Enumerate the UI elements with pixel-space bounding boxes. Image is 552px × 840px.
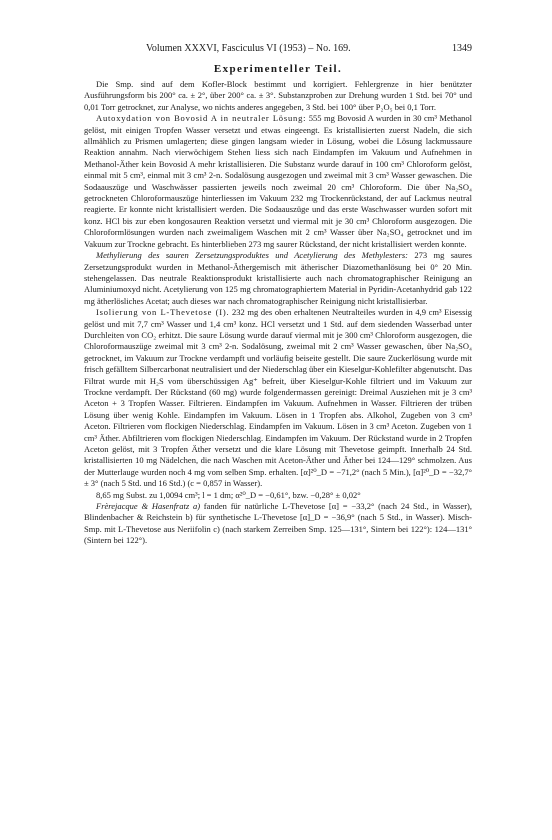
- paragraph-methylation: [84, 250, 472, 307]
- measurement-text: 8,65 mg Subst. zu 1,0094 cm³; l = 1 dm; α²⁰_D = −0,61°, bzw. −0,28° ± 0,02°: [96, 489, 361, 500]
- paragraph-isolation-thevetose: [84, 307, 472, 490]
- paragraph-methods-note: [84, 79, 472, 113]
- paragraph-literature-comparison: [84, 501, 472, 547]
- paragraph-heading: Frèrejacque & Hasenfratz a): [96, 501, 201, 512]
- page-number: 1349: [452, 43, 472, 54]
- paragraph-heading: Autoxydation von Bovosid A in neutraler Lösung:: [96, 113, 307, 124]
- paragraph-text: 232 mg des oben erhaltenen Neutralteiles wurden in 4,9 cm³ Eisessig gelöst und mit 7,7 cm³ Wasser und 1,4 cm³ konz. HCl versetzt und 1 Std. auf dem siedenden Wasserbad unter Durchleiten von CO₂ erhitzt. Die saure Lösung wurde darauf viermal mit je 300 cm³ Chloroform ausgezogen, die Chloroformauszüge zweimal mit 3 cm³ 2-n. Sodalösung, zweimal mit 2 cm³ Wasser gewaschen, über Na₂SO₄ getrocknet, im Vakuum zur Trockne verdampft und vorläufig beiseite gestellt. Die saure Zuckerlösung wurde mit frisch gefälltem Silbercarbonat neutralisiert und der Niederschlag über ein Kieselgur-Kohlefilter abgenutscht. Das Filtrat wurde mit H₂S vom überschüssigen Ag⁺ befreit, über Kieselgur-Kohle filtriert und im Vakuum zur Trockne verdampft. Der Rückstand (60 mg) wurde folgendermassen gereinigt: Dreimal Ausziehen mit je 3 cm³ Aceton + 3 Tropfen Wasser. Filtrieren. Eindampfen im Vakuum. Aufnehmen in Wasser. Filtrieren der trüben Lösung über wenig Kohle. Eindampfen im Vakuum. Lösen in 1 Tropfen abs. Alkohol, Zugeben von 3 cm³ Aceton. Filtrieren vom flockigen Niederschlag. Eindampfen im Vakuum. Lösen in 3 cm³ Aceton. Zugeben von 1 cm³ Äther. Abfiltrieren vom flockigen Niederschlag. Eindampfen im Vakuum. Der Rückstand wurde in 2 Tropfen Aceton gelöst, mit 3 Tropfen Äther versetzt und die klare Lösung mit Thevetose geimpft. Innerhalb 24 Std. kristallisierten 10 mg Nädelchen, die nach Waschen mit Aceton-Äther und Äther bei 124—129° schmolzen. Aus der Mutterlauge wurden noch 4 mg vom selben Smp. erhalten. [α]²⁰_D = −71,2° (nach 5 Min.), [α]²⁰_D = −32,7° ± 3° (nach 5 Std. und 16 Std.) (c = 0,857 in Wasser).: [84, 307, 472, 489]
- section-title: Experimenteller Teil.: [213, 63, 343, 75]
- paragraph-text: Die Smp. sind auf dem Kofler-Block bestimmt und korrigiert. Fehlergrenze in hier benützter Ausführungsform bis 200° ca. ± 2°, über 200° ca. ± 3°. Substanzproben zur Drehung wurden 1 Std. bei 70° und 0,01 Torr getrocknet, zur Analyse, wo nichts anderes angegeben, 3 Std. bei 100° über P₂O₅ bei 0,1 Torr.: [84, 79, 472, 112]
- paragraph-text: fanden für natürliche L-Thevetose [α] = −33,2° (nach 24 Std., in Wasser), Blindenbacher & Reichstein b) für synthetische L-Thevetose [α]_D = −36,9° (nach 5 Std., in Wasser). Misch-Smp. mit L-Thevetose aus Neriifolin c) (nach starkem Zerreiben Smp. 125—131°, Sintern bei 122°): 124—131° (Sintern bei 122°).: [84, 501, 472, 546]
- paragraph-heading: Methylierung des sauren Zersetzungsproduktes und Acetylierung des Methylesters:: [96, 250, 409, 261]
- paragraph-heading: Isolierung von L-Thevetose (I).: [96, 307, 230, 318]
- rotation-measurement: [84, 490, 472, 501]
- running-header: [84, 42, 472, 56]
- paragraph-autoxidation: [84, 113, 472, 250]
- article-body: [84, 62, 472, 547]
- journal-citation: Volumen XXXVI, Fasciculus VI (1953) – No. 169.: [146, 43, 351, 54]
- paragraph-text: 555 mg Bovosid A wurden in 30 cm³ Methanol gelöst, mit einigen Tropfen Wasser versetzt und etwas eingeengt. Es kristallisierten zuerst Nadeln, die sich allmählich zu Prismen umlagerten; diese gingen langsam wieder in Lösung, wobei die Lösung lackmussaure Reaktion annahm. Nach vierwöchigem Stehen liess sich nach Eindampfen im Vakuum und Aufnehmen in Methanol-Äther kein Bovosid A mehr kristallisieren. Die Substanz wurde darauf in 100 cm³ Chloroform gelöst, einmal mit 5 cm³, einmal mit 3 cm³ 2-n. Sodalösung ausgezogen und zweimal mit 3 cm³ Wasser gewaschen. Die Sodaauszüge und Waschwässer passierten jeweils noch zweimal 20 cm³ Chloroform. Die über Na₂SO₄ getrockneten Chloroformauszüge hinterliessen im Vakuum 232 mg Trockenrückstand, der auf Lackmus neutral reagierte. Er konnte nicht kristallisiert werden. Die Sodaauszüge und das erste Waschwasser wurden sofort mit konz. HCl bis zur eben kongosauren Reaktion versetzt und viermal mit je 30 cm³ Chloroform ausgezogen. Die Chloroformlösungen wurden nach zweimaligem Waschen mit 2 cm³ Wasser über Na₂SO₄ getrocknet und im Vakuum zur Trockne gebracht. Es hinterblieben 273 mg saurer Rückstand, der nicht kristallisiert werden konnte.: [84, 113, 472, 249]
- paragraph-text: 273 mg saures Zersetzungsprodukt wurden in Methanol-Äthergemisch mit ätherischer Diazomethanlösung bei 0° 20 Min. stehengelassen. Das neutrale Reaktionsprodukt kristallisierte auch nach chromatographischer Reinigung an Aluminiumoxyd nicht. Acetylierung von 125 mg chromatographiertem Material in Pyridin-Acetanhydrid gab 122 mg ätherlösliches Acetat; auch dieses war nach chromatographischer Reinigung nicht kristallisierbar.: [84, 250, 472, 306]
